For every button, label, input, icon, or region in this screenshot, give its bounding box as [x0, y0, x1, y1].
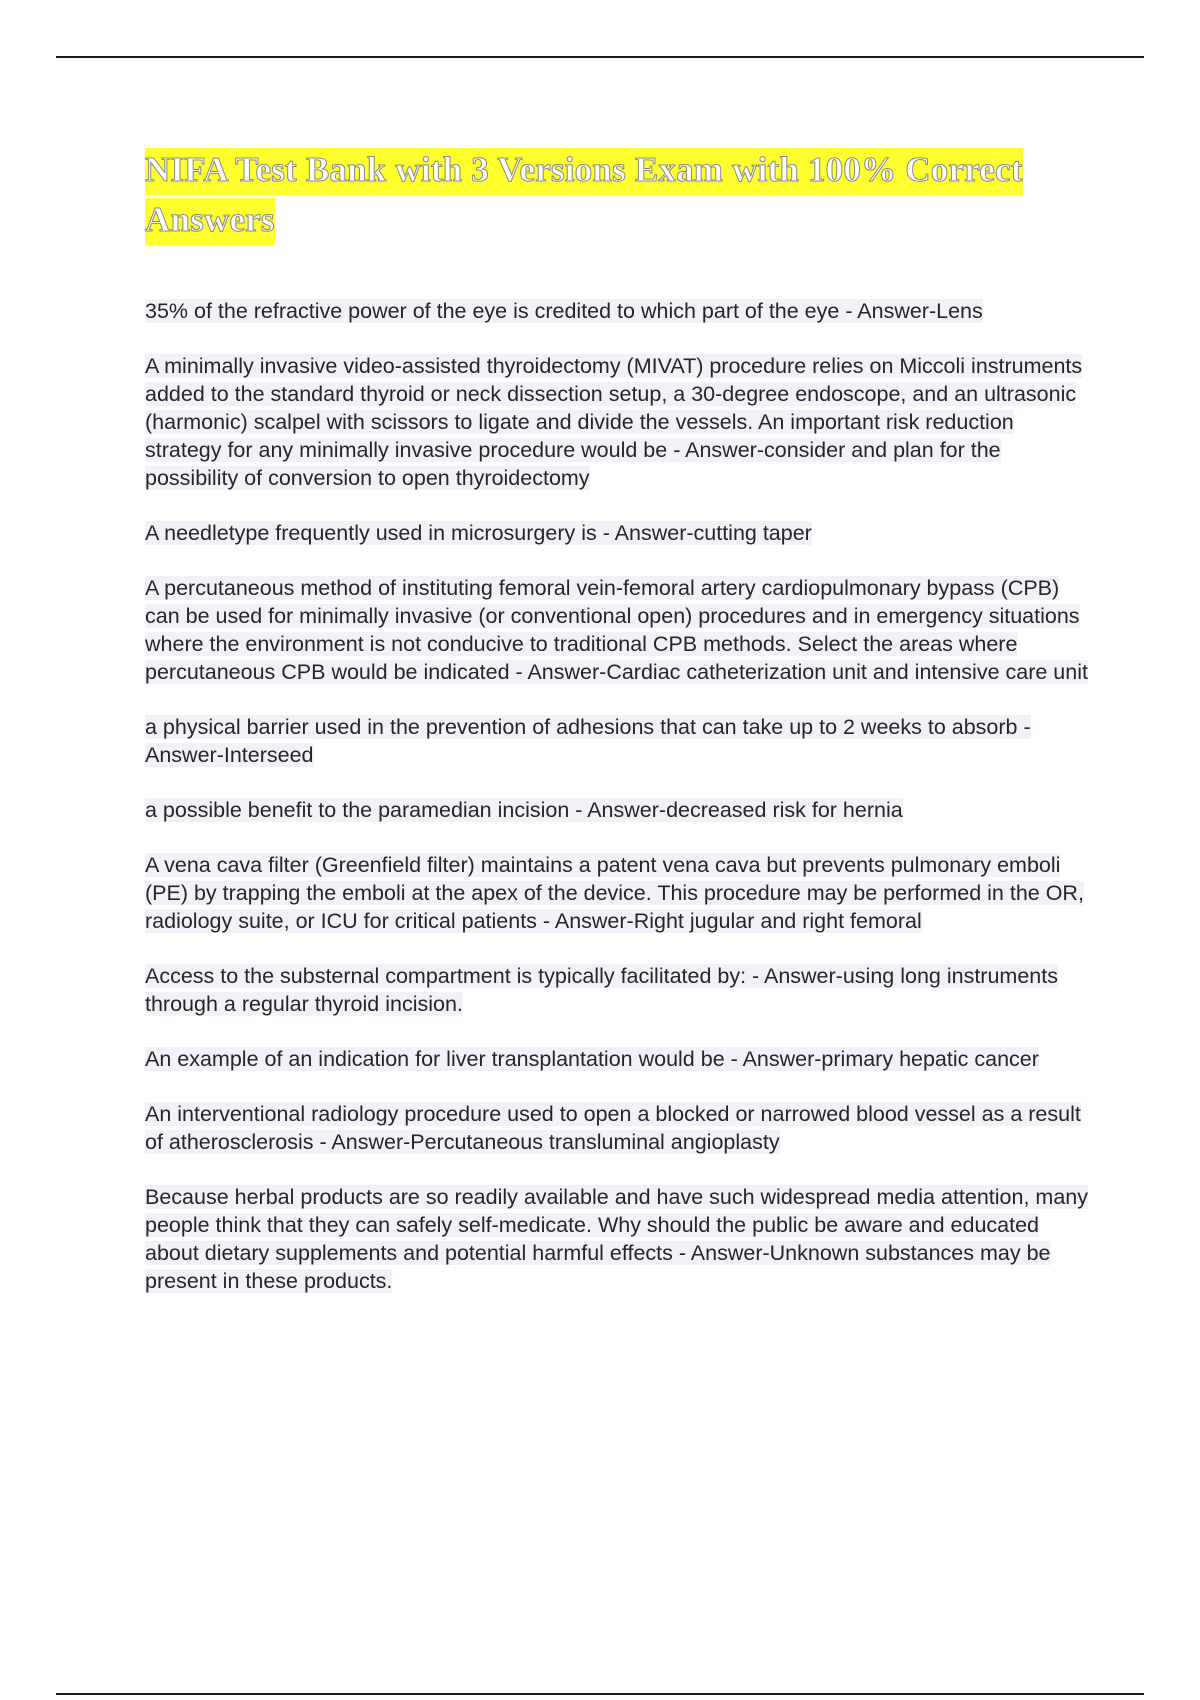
qa-item [145, 713, 1090, 769]
bottom-rule [56, 1693, 1144, 1695]
title-text: NIFA Test Bank with 3 Versions Exam with 100% Correct Answers [145, 148, 1023, 245]
qa-text: A minimally invasive video-assisted thyroidectomy (MIVAT) procedure relies on Miccoli instruments added to the standard thyroid or neck dissection setup, a 30-degree endoscope, and an ultrasonic (harmonic) scalpel with scissors to ligate and divide the vessels. An important risk reduction strategy for any minimally invasive procedure would be - Answer-consider and plan for the possibility of conversion to open thyroidectomy [145, 354, 1083, 490]
qa-item [145, 574, 1090, 686]
qa-text: A vena cava filter (Greenfield filter) maintains a patent vena cava but prevents pulmonary emboli (PE) by trapping the emboli at the apex of the device. This procedure may be performed in the OR, radiology suite, or ICU for critical patients - Answer-Right jugular and right femoral [145, 853, 1084, 933]
top-rule [56, 56, 1144, 58]
qa-text: Access to the substernal compartment is typically facilitated by: - Answer-using long instruments through a regular thyroid incision. [145, 964, 1058, 1016]
qa-text: Because herbal products are so readily available and have such widespread media attention, many people think that they can safely self-medicate. Why should the public be aware and educated about dietary supplements and potential harmful effects - Answer-Unknown substances may be present in these products. [145, 1185, 1088, 1293]
qa-text: An interventional radiology procedure used to open a blocked or narrowed blood vessel as a result of atherosclerosis - Answer-Percutaneous transluminal angioplasty [145, 1102, 1081, 1154]
qa-text: a physical barrier used in the prevention of adhesions that can take up to 2 weeks to absorb - Answer-Interseed [145, 715, 1031, 767]
qa-item [145, 1100, 1090, 1156]
qa-item [145, 1183, 1090, 1295]
qa-item [145, 352, 1090, 492]
qa-item [145, 1045, 1090, 1073]
qa-item [145, 519, 1090, 547]
qa-text: A needletype frequently used in microsurgery is - Answer-cutting taper [145, 521, 812, 545]
qa-item [145, 851, 1090, 935]
qa-item [145, 297, 1090, 325]
qa-text: 35% of the refractive power of the eye is credited to which part of the eye - Answer-Lens [145, 299, 983, 323]
document-title [145, 145, 1105, 245]
qa-text: a possible benefit to the paramedian incision - Answer-decreased risk for hernia [145, 798, 903, 822]
qa-item [145, 796, 1090, 824]
qa-item [145, 962, 1090, 1018]
qa-text: A percutaneous method of instituting femoral vein-femoral artery cardiopulmonary bypass (CPB) can be used for minimally invasive (or conventional open) procedures and in emergency situations where the environment is not conducive to traditional CPB methods. Select the areas where percutaneous CPB would be indicated - Answer-Cardiac catheterization unit and intensive care unit [145, 576, 1088, 684]
qa-text: An example of an indication for liver transplantation would be - Answer-primary hepatic cancer [145, 1047, 1039, 1071]
qa-list [145, 297, 1090, 1322]
